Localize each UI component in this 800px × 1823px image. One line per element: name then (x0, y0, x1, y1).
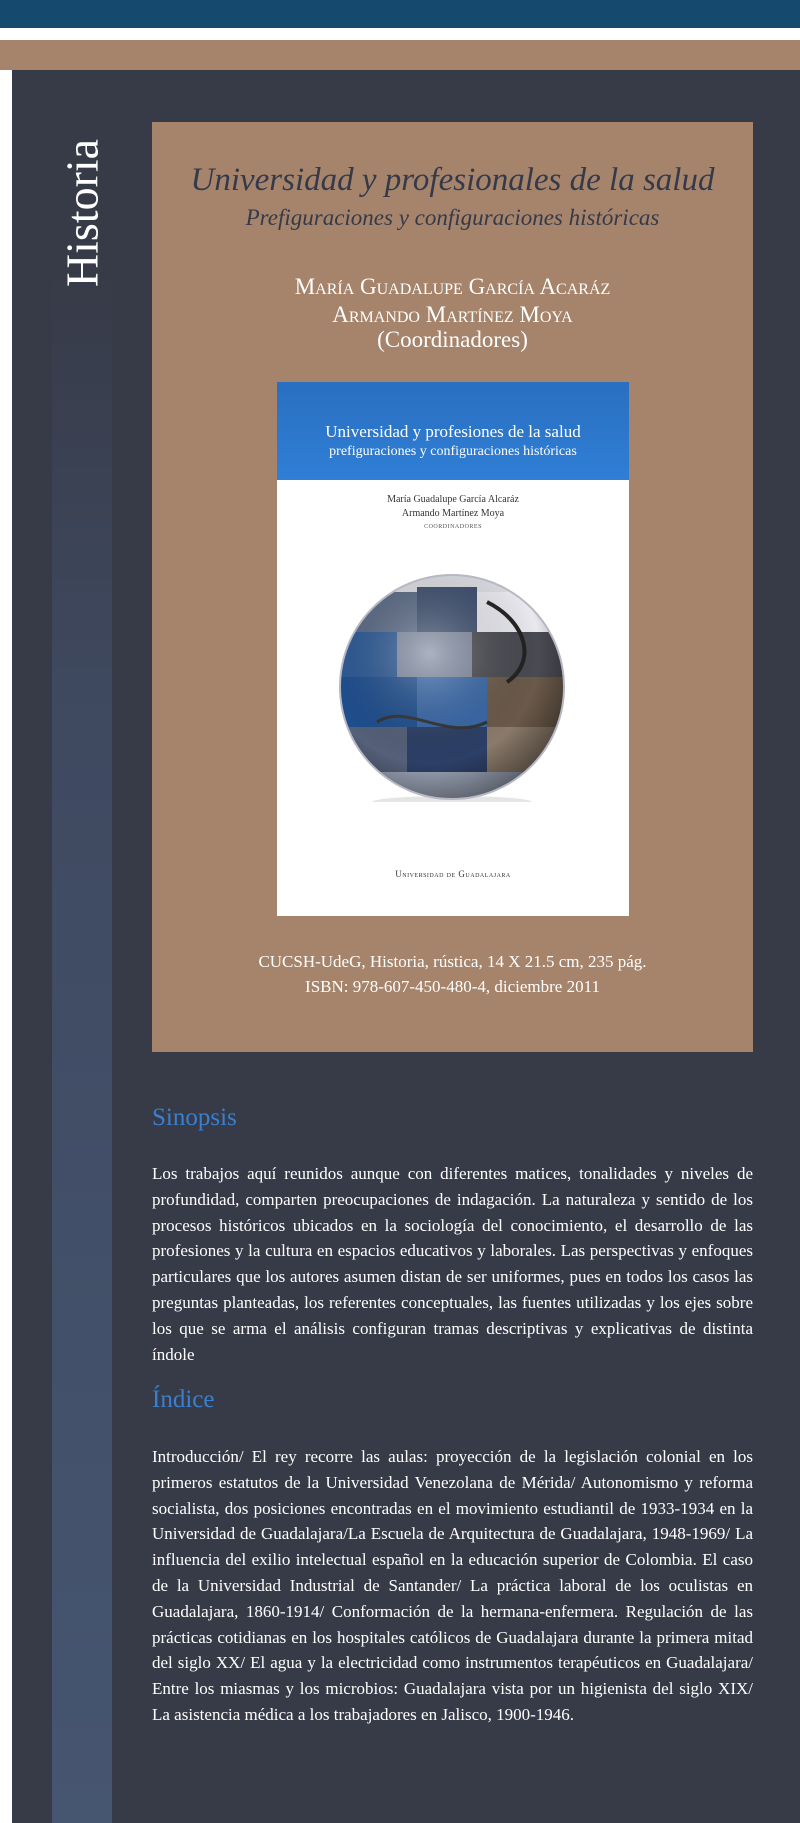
cover-subtitle: prefiguraciones y configuraciones históricas (329, 444, 577, 459)
top-header-bar (0, 0, 800, 28)
section-label (56, 118, 108, 308)
cover-title: Universidad y profesiones de la salud (325, 422, 581, 441)
book-title: Universidad y profesionales de la salud (190, 162, 715, 198)
book-subtitle: Prefiguraciones y configuraciones históricas (245, 205, 660, 230)
cover-publisher: Universidad de Guadalajara (395, 869, 511, 879)
synopsis-heading: Sinopsis (152, 1104, 237, 1131)
header-separator (0, 28, 800, 40)
index-heading: Índice (152, 1386, 215, 1413)
publication-details: CUCSH-UdeG, Historia, rústica, 14 X 21.5 cm, 235 pág. (258, 952, 647, 971)
book-author: Armando Martínez Moya (332, 302, 573, 327)
coordinators-label: (Coordinadores) (377, 327, 528, 352)
index-text: Introducción/ El rey recorre las aulas: proyección de la legislación colonial en los primeros estatutos de la Universidad Venezolana de Mérida/ Autonomismo y reforma socialista, dos posiciones encontradas en el movimiento estudiantil de 1933-1934 en la Universidad de Guadalajara/La Escuela de Arquitectura de Guadalajara, 1948-1969/ La influencia del exilio intelectual español en la educación superior de Colombia. El caso de la Universidad Industrial de Santander/ La práctica laboral de los oculistas en Guadalajara, 1860-1914/ Conformación de la hermana-enfermera. Regulación de las prácticas cotidianas en los hospitales católicos de Guadalajara durante la primera mitad del siglo XX/ El agua y la electricidad como instrumentos terapéuticos en Guadalajara/ Entre los miasmas y los microbios: Guadalajara vista por un higienista del siglo XIX/ La asistencia médica a los trabajadores en Jalisco, 1900-1946. (152, 1447, 753, 1724)
isbn-details: ISBN: 978-607-450-480-4, diciembre 2011 (305, 977, 600, 996)
book-author: María Guadalupe García Acaráz (294, 274, 611, 299)
section-label-text: Historia (56, 138, 108, 288)
cover-coordinators-label: COORDINADORES (424, 524, 482, 530)
book-card (152, 122, 753, 1052)
book-cover-image (277, 382, 629, 916)
cover-author: Armando Martínez Moya (401, 508, 505, 519)
globe-illustration (337, 572, 567, 802)
side-strip (52, 270, 112, 1823)
accent-bar (0, 40, 800, 70)
synopsis-text: Los trabajos aquí reunidos aunque con diferentes matices, tonalidades y niveles de profundidad, comparten preocupaciones de indagación. La naturaleza y sentido de los procesos históricos ubicados en la sociología del conocimiento, el desarrollo de las profesiones y la cultura en espacios educativos y laborales. Las perspectivas y enfoques particulares que los autores asumen distan de ser uniformes, pues en todos los casos las preguntas planteadas, los referentes conceptuales, las fuentes utilizadas y los ejes sobre los que se arma el análisis configuran tramas descriptivas y explicativas de distinta índole (152, 1164, 753, 1364)
cover-author: María Guadalupe García Alcaráz (387, 494, 519, 505)
